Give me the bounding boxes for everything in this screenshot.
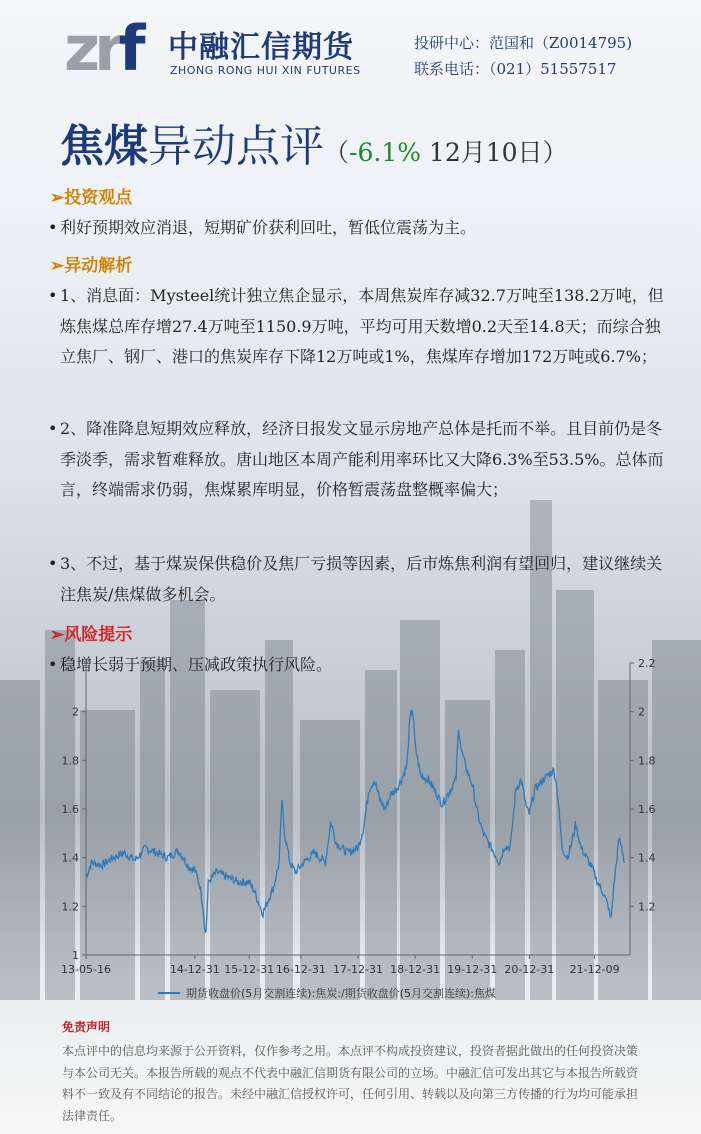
- section-heading-risk: ➢风险提示: [50, 625, 133, 645]
- analysis-text-3: 3、不过，基于煤炭保供稳价及焦厂亏损等因素，后市炼焦利润有望回归，建议继续关注焦炭/焦煤做多机会。: [60, 554, 663, 604]
- view-paragraph: [48, 213, 668, 244]
- title-change-percent: -6.1%: [349, 138, 421, 167]
- y-tick-label-left: 1.6: [61, 803, 79, 816]
- contact-phone: 联系电话：（021）51557517: [414, 60, 617, 78]
- bullet: •: [48, 218, 58, 237]
- report-title: [60, 110, 568, 174]
- contact-analyst: 投研中心：范国和（Z0014795): [414, 34, 633, 52]
- x-tick-label: 15-12-31: [224, 963, 275, 976]
- logo-mark: zrf: [64, 12, 140, 85]
- bullet: •: [48, 419, 58, 438]
- price-ratio-chart: [50, 655, 690, 1020]
- bullet: •: [48, 286, 58, 305]
- risk-paragraph: [48, 650, 668, 681]
- title-commodity: 焦煤: [60, 121, 148, 172]
- y-tick-label-right: 1.6: [638, 803, 656, 816]
- x-tick-label: 13-05-16: [61, 963, 111, 976]
- y-tick-label-right: 1.2: [638, 900, 656, 914]
- y-tick-label-left: 1.2: [61, 900, 79, 914]
- y-tick-label-right: 1.8: [638, 754, 656, 768]
- view-text: 利好预期效应消退，短期矿价获利回吐，暂低位震荡为主。: [60, 218, 477, 237]
- contact-info: [414, 30, 632, 82]
- x-tick-label: 17-12-31: [333, 963, 383, 976]
- logo-cn-name: 中融汇信期货: [168, 30, 354, 65]
- analysis-paragraph-2: [48, 414, 668, 506]
- title-date: 12月10日）: [420, 138, 568, 167]
- company-logo: [64, 10, 384, 85]
- analysis-text-2: 2、降准降息短期效应释放，经济日报发文显示房地产总体是托而不举。且目前仍是冬季淡季，需求暂难释放。唐山地区本周产能利用率环比又大降6.3%至53.5%。总体而言，终端需求仍弱，焦煤累库明显，价格暂震荡盘整概率偏大；: [60, 419, 664, 500]
- section-heading-view: ➢投资观点: [50, 188, 133, 208]
- x-tick-label: 14-12-31: [169, 963, 220, 976]
- disclaimer: [62, 1018, 642, 1127]
- x-tick-label: 20-12-31: [504, 963, 555, 976]
- y-tick-label-right: 2.2: [638, 657, 656, 670]
- x-tick-label: 19-12-31: [447, 963, 498, 976]
- section-heading-analysis: ➢异动解析: [50, 256, 133, 276]
- series-line: [86, 710, 625, 933]
- analysis-paragraph-1: [48, 281, 668, 373]
- bullet: •: [48, 554, 58, 573]
- x-tick-label: 16-12-31: [275, 963, 326, 976]
- y-tick-label-left: 2: [72, 705, 79, 719]
- title-main: 异动点评: [148, 121, 324, 172]
- legend-label: 期货收盘价(5月交割连续):焦炭:/期货收盘价(5月交割连续):焦煤: [186, 987, 496, 1000]
- disclaimer-heading: 免责声明: [62, 1020, 111, 1034]
- bullet: •: [48, 655, 58, 674]
- y-tick-label-left: 1.4: [61, 851, 79, 865]
- title-paren: （: [324, 138, 350, 167]
- x-tick-label: 18-12-31: [390, 963, 441, 976]
- y-tick-label-left: 1: [72, 949, 79, 962]
- risk-text: 稳增长弱于预期、压减政策执行风险。: [60, 655, 333, 674]
- x-tick-label: 21-12-09: [569, 963, 620, 976]
- y-tick-label-right: 1.4: [638, 851, 656, 865]
- analysis-text-1: 1、消息面：Mysteel统计独立焦企显示，本周焦炭库存减32.7万吨至138.2万吨，但炼焦煤总库存增27.4万吨至1150.9万吨，平均可用天数增0.2天至14.8天；而综合独立焦厂、钢厂、港口的焦炭库存下降12万吨或1%，焦煤库存增加172万吨或6.7%；: [60, 286, 664, 367]
- analysis-paragraph-3: [48, 549, 668, 610]
- disclaimer-body: 本点评中的信息均来源于公开资料，仅作参考之用。本点评不构成投资建议，投资者据此做出的任何投资决策与本公司无关。本报告所载的观点不代表中融汇信期货有限公司的立场。中融汇信可发出其它与本报告所载资料不一致及有不同结论的报告。未经中融汇信授权许可，任何引用、转载以及向第三方传播的行为均可能承担法律责任。: [62, 1044, 639, 1123]
- logo-en-name: ZHONG RONG HUI XIN FUTURES: [170, 64, 361, 77]
- y-tick-label-left: 1.8: [61, 754, 79, 768]
- y-tick-label-right: 2: [638, 705, 645, 719]
